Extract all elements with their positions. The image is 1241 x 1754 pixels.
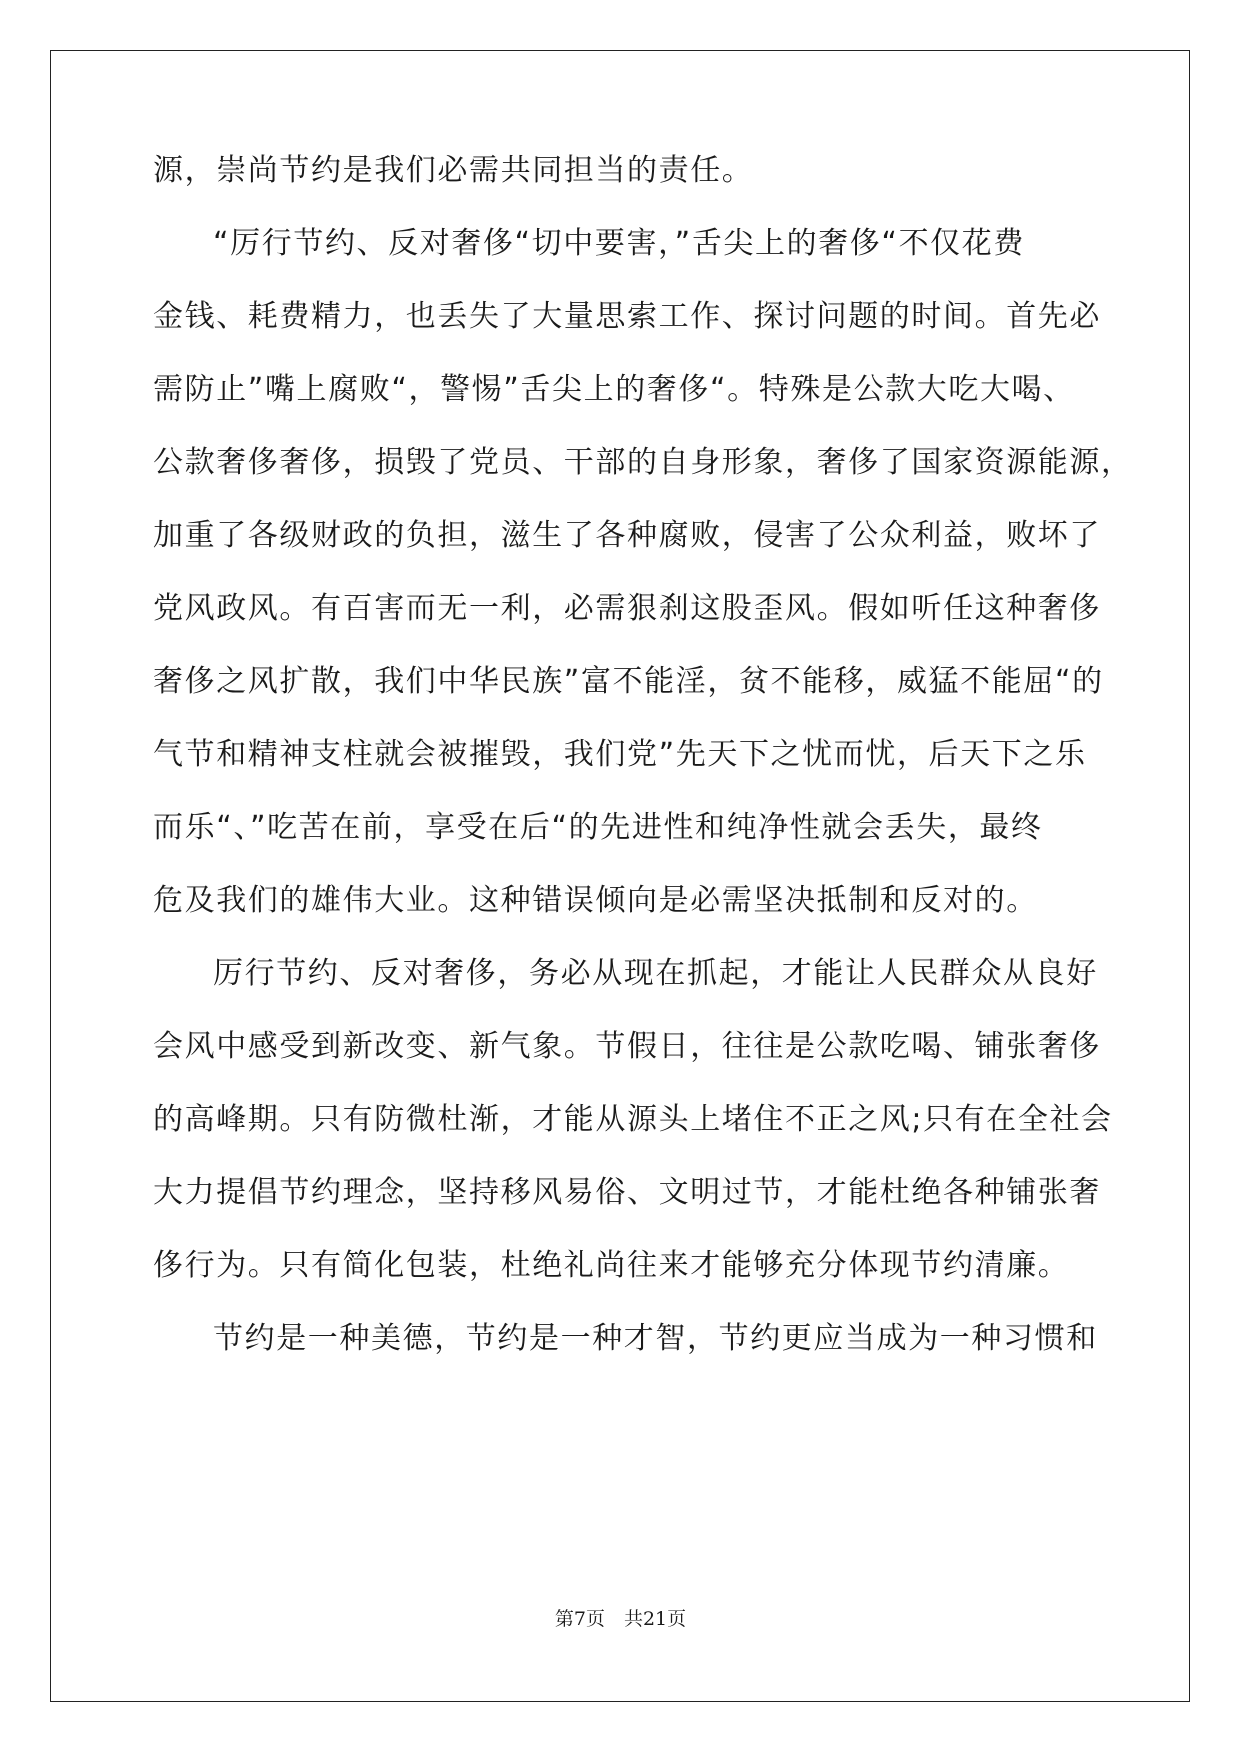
text-line: 气节和精神支柱就会被摧毁，我们党”先天下之忧而忧，后天下之乐 <box>153 737 1087 772</box>
text-line: 的高峰期。只有防微杜渐，才能从源头上堵住不正之风;只有在全社会 <box>153 1102 1113 1137</box>
page-number-footer: 第7页 共21页 <box>554 1608 687 1630</box>
text-line: 需防止”嘴上腐败“，警惕”舌尖上的奢侈“。特殊是公款大吃大喝、 <box>153 372 1075 407</box>
text-line: 危及我们的雄伟大业。这种错误倾向是必需坚决抵制和反对的。 <box>153 883 1038 918</box>
text-line: 奢侈之风扩散，我们中华民族”富不能淫，贫不能移，威猛不能屈“的 <box>153 664 1104 699</box>
text-line: 公款奢侈奢侈，损毁了党员、干部的自身形象，奢侈了国家资源能源， <box>153 445 1133 480</box>
text-line: 会风中感受到新改变、新气象。节假日，往往是公款吃喝、铺张奢侈 <box>153 1029 1101 1064</box>
text-line: 金钱、耗费精力，也丢失了大量思索工作、探讨问题的时间。首先必 <box>153 299 1101 334</box>
text-line: 侈行为。只有简化包装，杜绝礼尚往来才能够充分体现节约清廉。 <box>153 1248 1070 1283</box>
text-line: 源，崇尚节约是我们必需共同担当的责任。 <box>153 153 754 188</box>
text-line: 而乐“、”吃苦在前，享受在后“的先进性和纯净性就会丢失，最终 <box>153 810 1043 845</box>
text-line: 加重了各级财政的负担，滋生了各种腐败，侵害了公众利益，败坏了 <box>153 518 1101 553</box>
text-line: “厉行节约、反对奢侈“切中要害，”舌尖上的奢侈“不仅花费 <box>213 226 1025 261</box>
text-line: 厉行节约、反对奢侈，务必从现在抓起，才能让人民群众从良好 <box>213 956 1098 991</box>
text-line: 大力提倡节约理念，坚持移风易俗、文明过节，才能杜绝各种铺张奢 <box>153 1175 1101 1210</box>
text-line: 节约是一种美德，节约是一种才智，节约更应当成为一种习惯和 <box>213 1321 1098 1356</box>
text-line: 党风政风。有百害而无一利，必需狠刹这股歪风。假如听任这种奢侈 <box>153 591 1101 626</box>
